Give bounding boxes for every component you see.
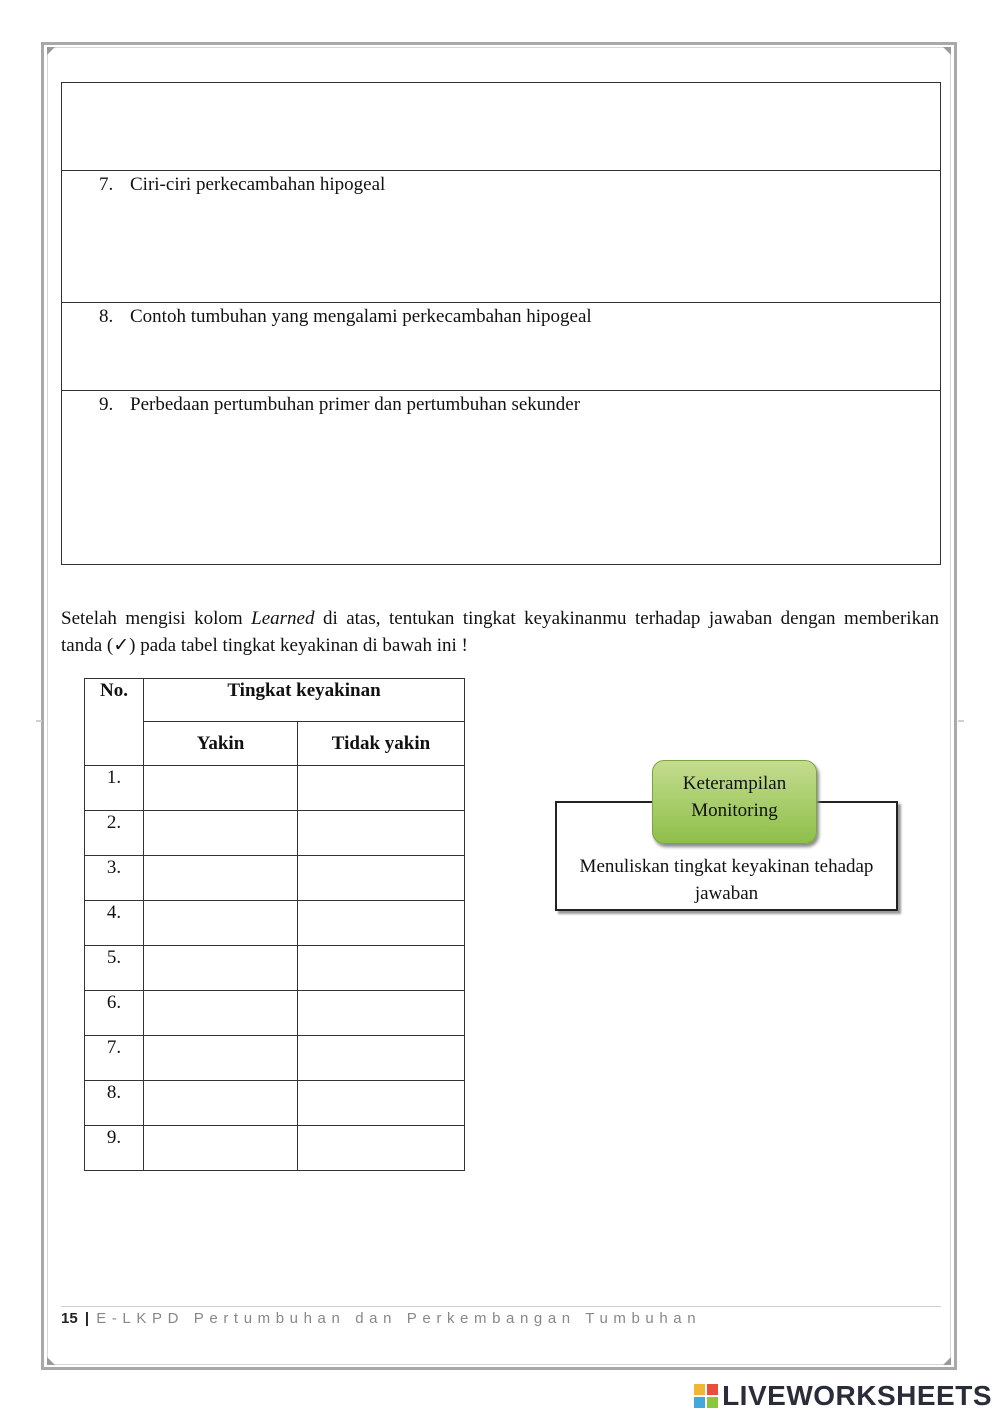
confidence-row xyxy=(85,811,465,856)
question-text: Contoh tumbuhan yang mengalami perkecambahan hipogeal xyxy=(130,306,592,327)
answer-cell[interactable] xyxy=(62,303,941,391)
learned-table xyxy=(61,82,941,565)
footer-title: E-LKPD Pertumbuhan dan Perkembangan Tumbuhan xyxy=(96,1310,702,1327)
question-number: 7. xyxy=(99,174,114,195)
question-row[interactable] xyxy=(62,391,941,565)
row-number: 5. xyxy=(85,946,144,991)
yakin-checkbox-cell[interactable] xyxy=(144,901,298,946)
yakin-checkbox-cell[interactable] xyxy=(144,856,298,901)
yakin-checkbox-cell[interactable] xyxy=(144,1126,298,1171)
instruction-paragraph xyxy=(61,605,939,659)
yakin-checkbox-cell[interactable] xyxy=(144,1081,298,1126)
question-number: 9. xyxy=(99,394,114,415)
instruction-text-1: Setelah mengisi kolom xyxy=(61,608,252,629)
corner-mark-top-left xyxy=(47,47,55,55)
row-number: 1. xyxy=(85,766,144,811)
row-number: 6. xyxy=(85,991,144,1036)
row-number: 9. xyxy=(85,1126,144,1171)
logo-square-blue xyxy=(694,1397,705,1408)
side-tick-left xyxy=(36,720,42,722)
answer-cell[interactable] xyxy=(62,83,941,171)
page-number: 15 xyxy=(61,1310,78,1327)
confidence-row xyxy=(85,1126,465,1171)
yakin-checkbox-cell[interactable] xyxy=(144,991,298,1036)
tidak-yakin-checkbox-cell[interactable] xyxy=(298,811,465,856)
question-text: Ciri-ciri perkecambahan hipogeal xyxy=(130,174,386,195)
tidak-yakin-checkbox-cell[interactable] xyxy=(298,1126,465,1171)
question-text: Perbedaan pertumbuhan primer dan pertumbuhan sekunder xyxy=(130,394,581,415)
confidence-row xyxy=(85,1081,465,1126)
monitoring-tag xyxy=(652,760,817,844)
footer-divider xyxy=(61,1306,941,1307)
tidak-yakin-checkbox-cell[interactable] xyxy=(298,1036,465,1081)
answer-cell[interactable] xyxy=(62,391,941,565)
question-row[interactable] xyxy=(62,171,941,303)
liveworksheets-icon xyxy=(694,1384,718,1408)
page-footer xyxy=(61,1310,701,1327)
tidak-yakin-checkbox-cell[interactable] xyxy=(298,946,465,991)
question-row[interactable] xyxy=(62,83,941,171)
corner-mark-bottom-right xyxy=(943,1357,951,1365)
corner-mark-bottom-left xyxy=(47,1357,55,1365)
tidak-yakin-checkbox-cell[interactable] xyxy=(298,766,465,811)
tidak-yakin-checkbox-cell[interactable] xyxy=(298,901,465,946)
monitoring-description: Menuliskan tingkat keyakinan tehadap jawaban xyxy=(579,856,874,904)
corner-mark-top-right xyxy=(943,47,951,55)
confidence-row xyxy=(85,1036,465,1081)
yakin-checkbox-cell[interactable] xyxy=(144,1036,298,1081)
logo-square-green xyxy=(707,1397,718,1408)
confidence-rows xyxy=(85,766,465,1171)
header-tidak-yakin: Tidak yakin xyxy=(298,722,465,766)
footer-separator: | xyxy=(84,1310,90,1327)
row-number: 7. xyxy=(85,1036,144,1081)
yakin-checkbox-cell[interactable] xyxy=(144,811,298,856)
question-number: 8. xyxy=(99,306,114,327)
yakin-checkbox-cell[interactable] xyxy=(144,766,298,811)
liveworksheets-logo[interactable] xyxy=(694,1380,992,1412)
header-no: No. xyxy=(85,679,144,766)
answer-cell[interactable] xyxy=(62,171,941,303)
row-number: 4. xyxy=(85,901,144,946)
confidence-row xyxy=(85,766,465,811)
tidak-yakin-checkbox-cell[interactable] xyxy=(298,991,465,1036)
logo-square-yellow xyxy=(694,1384,705,1395)
logo-square-red xyxy=(707,1384,718,1395)
tidak-yakin-checkbox-cell[interactable] xyxy=(298,856,465,901)
header-yakin: Yakin xyxy=(144,722,298,766)
confidence-table xyxy=(84,678,465,1171)
confidence-row xyxy=(85,901,465,946)
tidak-yakin-checkbox-cell[interactable] xyxy=(298,1081,465,1126)
yakin-checkbox-cell[interactable] xyxy=(144,946,298,991)
row-number: 3. xyxy=(85,856,144,901)
liveworksheets-text: LIVEWORKSHEETS xyxy=(722,1380,992,1411)
header-confidence: Tingkat keyakinan xyxy=(144,679,465,722)
confidence-row xyxy=(85,946,465,991)
row-number: 2. xyxy=(85,811,144,856)
confidence-row xyxy=(85,991,465,1036)
row-number: 8. xyxy=(85,1081,144,1126)
side-tick-right xyxy=(958,720,964,722)
confidence-row xyxy=(85,856,465,901)
question-row[interactable] xyxy=(62,303,941,391)
instruction-italic: Learned xyxy=(251,608,315,629)
monitoring-tag-label: Keterampilan Monitoring xyxy=(682,773,787,821)
instruction-text-2: di atas, tentukan tingkat keyakinanmu terhadap jawaban dengan memberikan tanda (✓) pada tabel tingkat keyakinan di bawah ini ! xyxy=(61,608,939,656)
